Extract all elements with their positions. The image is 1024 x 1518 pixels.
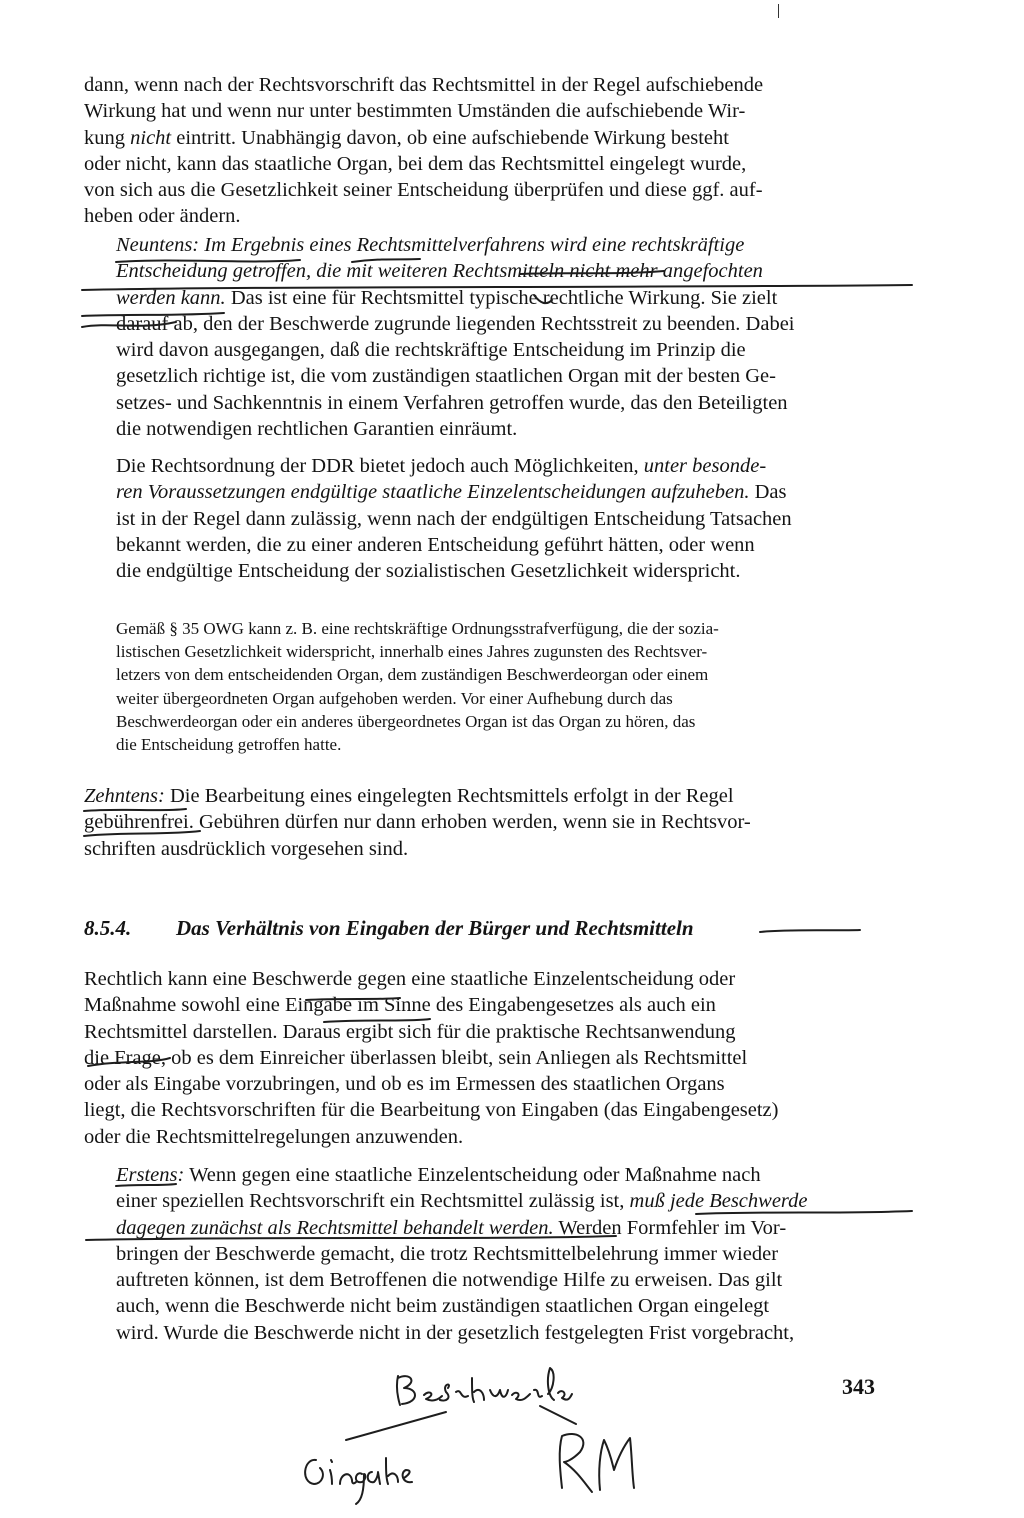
text-line: setzes- und Sachkenntnis in einem Verfahren getroffen wurde, das den Beteiligten	[116, 391, 788, 414]
text-line: oder die Rechtsmittelregelungen anzuwenden.	[84, 1125, 464, 1148]
text-line: darauf ab, den der Beschwerde zugrunde liegenden Rechtsstreit zu beenden. Dabei	[116, 312, 795, 335]
text-line: die Entscheidung getroffen hatte.	[116, 735, 342, 755]
text-line: Die Rechtsordnung der DDR bietet jedoch auch Möglichkeiten, unter besonde-	[116, 455, 767, 477]
handwriting-beschwerde	[397, 1368, 572, 1405]
text-line: Beschwerdeorgan oder ein anderes übergeordnetes Organ ist das Organ zu hören, das	[116, 711, 696, 731]
handwriting-arrow-left	[346, 1412, 446, 1440]
text-line: ren Voraussetzungen endgültige staatliche Einzelentscheidungen aufzuheben. Das	[116, 481, 787, 504]
text-line: werden kann. Das ist eine für Rechtsmittel typische rechtliche Wirkung. Sie zielt	[116, 286, 778, 309]
text-line: Maßnahme sowohl eine Eingabe im Sinne des Eingabengesetzes als auch ein	[84, 994, 716, 1017]
text-line: oder als Eingabe vorzubringen, und ob es im Ermessen des staatlichen Organs	[84, 1073, 725, 1096]
handwriting-rm	[560, 1434, 634, 1492]
text-line: einer speziellen Rechtsvorschrift ein Rechtsmittel zulässig ist, muß jede Beschwerde	[116, 1190, 808, 1213]
paragraph-erstens	[84, 1162, 910, 1346]
footnote-owg	[116, 617, 908, 756]
text-line: letzers von dem entscheidenden Organ, dem zuständigen Beschwerdeorgan oder einem	[116, 665, 709, 685]
paragraph-neuntens	[84, 232, 910, 442]
section-heading	[84, 914, 910, 942]
text-line: Rechtlich kann eine Beschwerde gegen eine staatliche Einzelentscheidung oder	[84, 968, 736, 990]
text-line: Neuntens: Im Ergebnis eines Rechtsmittelverfahrens wird eine rechtskräftige	[116, 234, 745, 256]
text-line: listischen Gesetzlichkeit widerspricht, innerhalb eines Jahres zugunsten des Rechtsver-	[116, 642, 708, 662]
text-line: Erstens: Wenn gegen eine staatliche Einzelentscheidung oder Maßnahme nach	[116, 1164, 761, 1186]
paragraph-1	[84, 72, 910, 230]
text-line: ist in der Regel dann zulässig, wenn nach der endgültigen Entscheidung Tatsachen	[116, 507, 792, 530]
text-line: wird davon ausgegangen, daß die rechtskräftige Entscheidung im Prinzip die	[116, 339, 746, 362]
text-line: gebührenfrei. Gebühren dürfen nur dann erhoben werden, wenn sie in Rechtsvor-	[84, 811, 751, 834]
handwriting-arrow-right	[540, 1406, 576, 1424]
text-line: gesetzlich richtige ist, die vom zuständigen staatlichen Organ mit der besten Ge-	[116, 365, 776, 388]
section-number: 8.5.4.	[84, 916, 132, 940]
page-number: 343	[842, 1374, 875, 1399]
text-line: Gemäß § 35 OWG kann z. B. eine rechtskräftige Ordnungsstrafverfügung, die der sozia-	[116, 619, 719, 638]
text-line: bringen der Beschwerde gemacht, die trotz Rechtsmittelbelehrung immer wieder	[116, 1242, 779, 1265]
handwriting-eingabe	[305, 1458, 412, 1504]
text-line: liegt, die Rechtsvorschriften für die Bearbeitung von Eingaben (das Eingabengesetz)	[84, 1099, 779, 1122]
text-line: auch, wenn die Beschwerde nicht beim zuständigen staatlichen Organ eingelegt	[116, 1295, 770, 1318]
text-line: die endgültige Entscheidung der sozialistischen Gesetzlichkeit widerspricht.	[116, 560, 741, 583]
section-title: Das Verhältnis von Eingaben der Bürger und Rechtsmitteln	[176, 916, 694, 940]
text-line: heben oder ändern.	[84, 205, 241, 228]
paragraph-zehntens	[84, 783, 910, 862]
text-line: dagegen zunächst als Rechtsmittel behandelt werden. Werden Formfehler im Vor-	[116, 1216, 787, 1239]
text-line: bekannt werden, die zu einer anderen Entscheidung geführt hätten, oder wenn	[116, 533, 755, 556]
text-line: Wirkung hat und wenn nur unter bestimmten Umständen die aufschiebende Wir-	[84, 100, 746, 123]
text-line: die Frage, ob es dem Einreicher überlassen bleibt, sein Anliegen als Rechtsmittel	[84, 1046, 748, 1069]
paragraph-rechtsordnung	[84, 453, 910, 584]
text-line: oder nicht, kann das staatliche Organ, bei dem das Rechtsmittel eingelegt wurde,	[84, 152, 747, 175]
text-line: weiter übergeordneten Organ aufgehoben werden. Vor einer Aufhebung durch das	[116, 688, 673, 708]
text-line: dann, wenn nach der Rechtsvorschrift das Rechtsmittel in der Regel aufschiebende	[84, 74, 764, 96]
text-line: Zehntens: Die Bearbeitung eines eingelegten Rechtsmittels erfolgt in der Regel	[84, 785, 734, 807]
text-line: wird. Wurde die Beschwerde nicht in der gesetzlich festgelegten Frist vorgebracht,	[116, 1321, 795, 1344]
print-mark	[778, 4, 779, 18]
text-line: Rechtsmittel darstellen. Daraus ergibt sich für die praktische Rechtsanwendung	[84, 1020, 736, 1043]
text-line: die notwendigen rechtlichen Garantien einräumt.	[116, 418, 518, 441]
text-line: Entscheidung getroffen, die mit weiteren Rechtsmitteln nicht mehr angefochten	[116, 260, 763, 283]
text-line: schriften ausdrücklich vorgesehen sind.	[84, 837, 409, 860]
text-line: kung nicht eintritt. Unabhängig davon, ob eine aufschiebende Wirkung besteht	[84, 126, 729, 149]
text-line: von sich aus die Gesetzlichkeit seiner Entscheidung überprüfen und diese ggf. auf-	[84, 179, 763, 202]
paragraph-rechtlich	[84, 966, 910, 1150]
text-line: auftreten können, ist dem Betroffenen die notwendige Hilfe zu erweisen. Das gilt	[116, 1269, 783, 1292]
